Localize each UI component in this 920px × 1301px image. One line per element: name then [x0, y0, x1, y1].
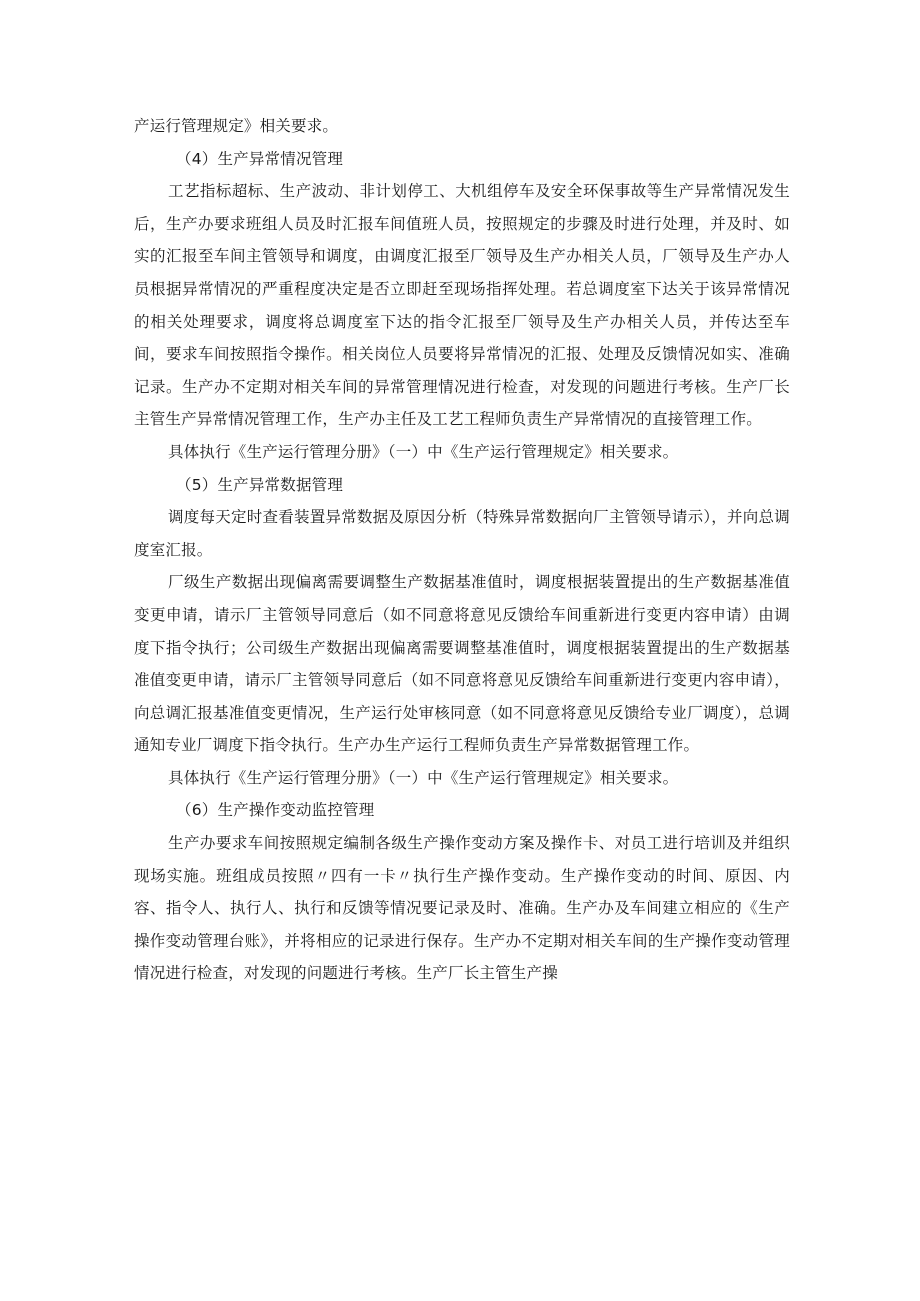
document-body [134, 110, 790, 990]
section-heading-6: （6）生产操作变动监控管理 [176, 801, 375, 820]
section-heading-5: （5）生产异常数据管理 [176, 475, 344, 494]
paragraph-continuation: 产运行管理规定》相关要求。 [134, 117, 339, 135]
section-heading-4: （4）生产异常情况管理 [176, 149, 344, 168]
paragraph-reference-1: 具体执行《生产运行管理分册》（一）中《生产运行管理规定》相关要求。 [168, 442, 679, 461]
paragraph-baseline-change: 厂级生产数据出现偏离需要调整生产数据基准值时，调度根据装置提出的生产数据基准值变更申请，请示厂主管领导同意后（如不同意将意见反馈给车间重新进行变更内容申请）由调度下指令执行；公司级生产数据出现偏离需要调整基准值时，调度根据装置提出的生产数据基准值变更申请，请示厂主管领导同意后（如不同意将意见反馈给车间重新进行变更内容申请），向总调汇报基准值变更情况，生产运行处审核同意（如不同意将意见反馈给专业厂调度），总调通知专业厂调度下指令执行。生产办生产运行工程师负责生产异常数据管理工作。 [134, 573, 790, 755]
paragraph-operation-change: 生产办要求车间按照规定编制各级生产操作变动方案及操作卡、对员工进行培训及并组织现场实施。班组成员按照〃四有一卡〃执行生产操作变动。生产操作变动的时间、原因、内容、指令人、执行人、执行和反馈等情况要记录及时、准确。生产办及车间建立相应的《生产操作变动管理台账》，并将相应的记录进行保存。生产办不定期对相关车间的生产操作变动管理情况进行检查，对发现的问题进行考核。生产厂长主管生产操 [134, 834, 790, 983]
paragraph-reference-2: 具体执行《生产运行管理分册》（一）中《生产运行管理规定》相关要求。 [168, 768, 679, 787]
paragraph-daily-check: 调度每天定时查看装置异常数据及原因分析（特殊异常数据向厂主管领导请示），并向总调度室汇报。 [134, 508, 790, 559]
paragraph-abnormal-situation: 工艺指标超标、生产波动、非计划停工、大机组停车及安全环保事故等生产异常情况发生后，生产办要求班组人员及时汇报车间值班人员，按照规定的步骤及时进行处理，并及时、如实的汇报至车间主管领导和调度，由调度汇报至厂领导及生产办相关人员，厂领导及生产办人员根据异常情况的严重程度决定是否立即赶至现场指挥处理。若总调度室下达关于该异常情况的相关处理要求，调度将总调度室下达的指令汇报至厂领导及生产办相关人员，并传达至车间，要求车间按照指令操作。相关岗位人员要将异常情况的汇报、处理及反馈情况如实、准确记录。生产办不定期对相关车间的异常管理情况进行检查，对发现的问题进行考核。生产厂长主管生产异常情况管理工作，生产办主任及工艺工程师负责生产异常情况的直接管理工作。 [134, 182, 790, 429]
